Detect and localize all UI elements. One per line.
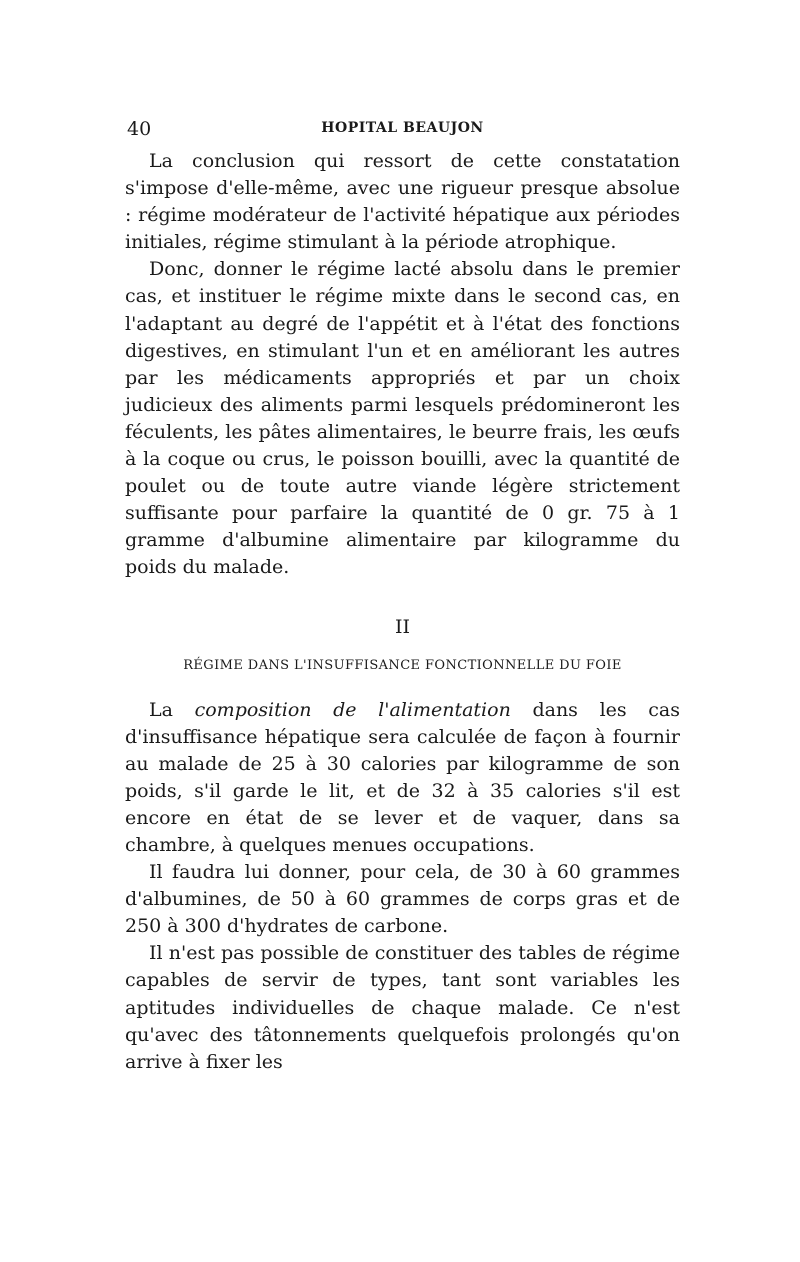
- composition-lead: La: [149, 698, 173, 721]
- composition-italic: composition de l'alimentation: [194, 698, 511, 721]
- running-title: HOPITAL BEAUJON: [321, 120, 484, 136]
- paragraph-conclusion: La conclusion qui ressort de cette constatation s'impose d'elle-même, avec une rigueur presque absolue : régime modérateur de l'activité hépatique aux périodes initiales, régime stimulant à la période atrophique.: [125, 150, 680, 254]
- paragraph-donc: Donc, donner le régime lacté absolu dans le premier cas, et instituer le régime mixte dans le second cas, en l'adaptant au degré de l'appétit et à l'état des fonctions digestives, en stimulant l'un et en améliorant les autres par les médicaments appropriés et par un choix judicieux des aliments parmi lesquels prédomineront les féculents, les pâtes alimentaires, le beurre frais, les œufs à la coque ou crus, le poisson bouilli, avec la quantité de poulet ou de toute autre viande légère strictement suffisante pour parfaire la quantité de 0 gr. 75 à 1 gramme d'albumine alimentaire par kilogramme du poids du malade.: [125, 258, 680, 579]
- running-header: [125, 118, 680, 148]
- paragraph-tables: Il n'est pas possible de constituer des tables de régime capables de servir de types, tant sont variables les aptitudes individuelles de chaque malade. Ce n'est qu'avec des tâtonnements quelquefois prolongés qu'on arrive à fixer les: [125, 942, 680, 1073]
- paragraph-composition: [125, 697, 680, 860]
- page-number: 40: [127, 118, 152, 140]
- paragraph-quantities: Il faudra lui donner, pour cela, de 30 à 60 grammes d'albumines, de 50 à 60 grammes de corps gras et de 250 à 300 d'hydrates de carbone.: [125, 861, 680, 938]
- composition-rest: dans les cas d'insuffisance hépatique sera calculée de façon à fournir au malade de 25 à 30 calories par kilogramme de son poids, s'il garde le lit, et de 32 à 35 calories s'il est encore en état de se lever et de vaquer, dans sa chambre, à quelques menues occupations.: [125, 698, 680, 856]
- book-page: [125, 118, 680, 1076]
- section-title: RÉGIME DANS L'INSUFFISANCE FONCTIONNELLE DU FOIE: [183, 657, 622, 673]
- section-number: II: [394, 615, 410, 638]
